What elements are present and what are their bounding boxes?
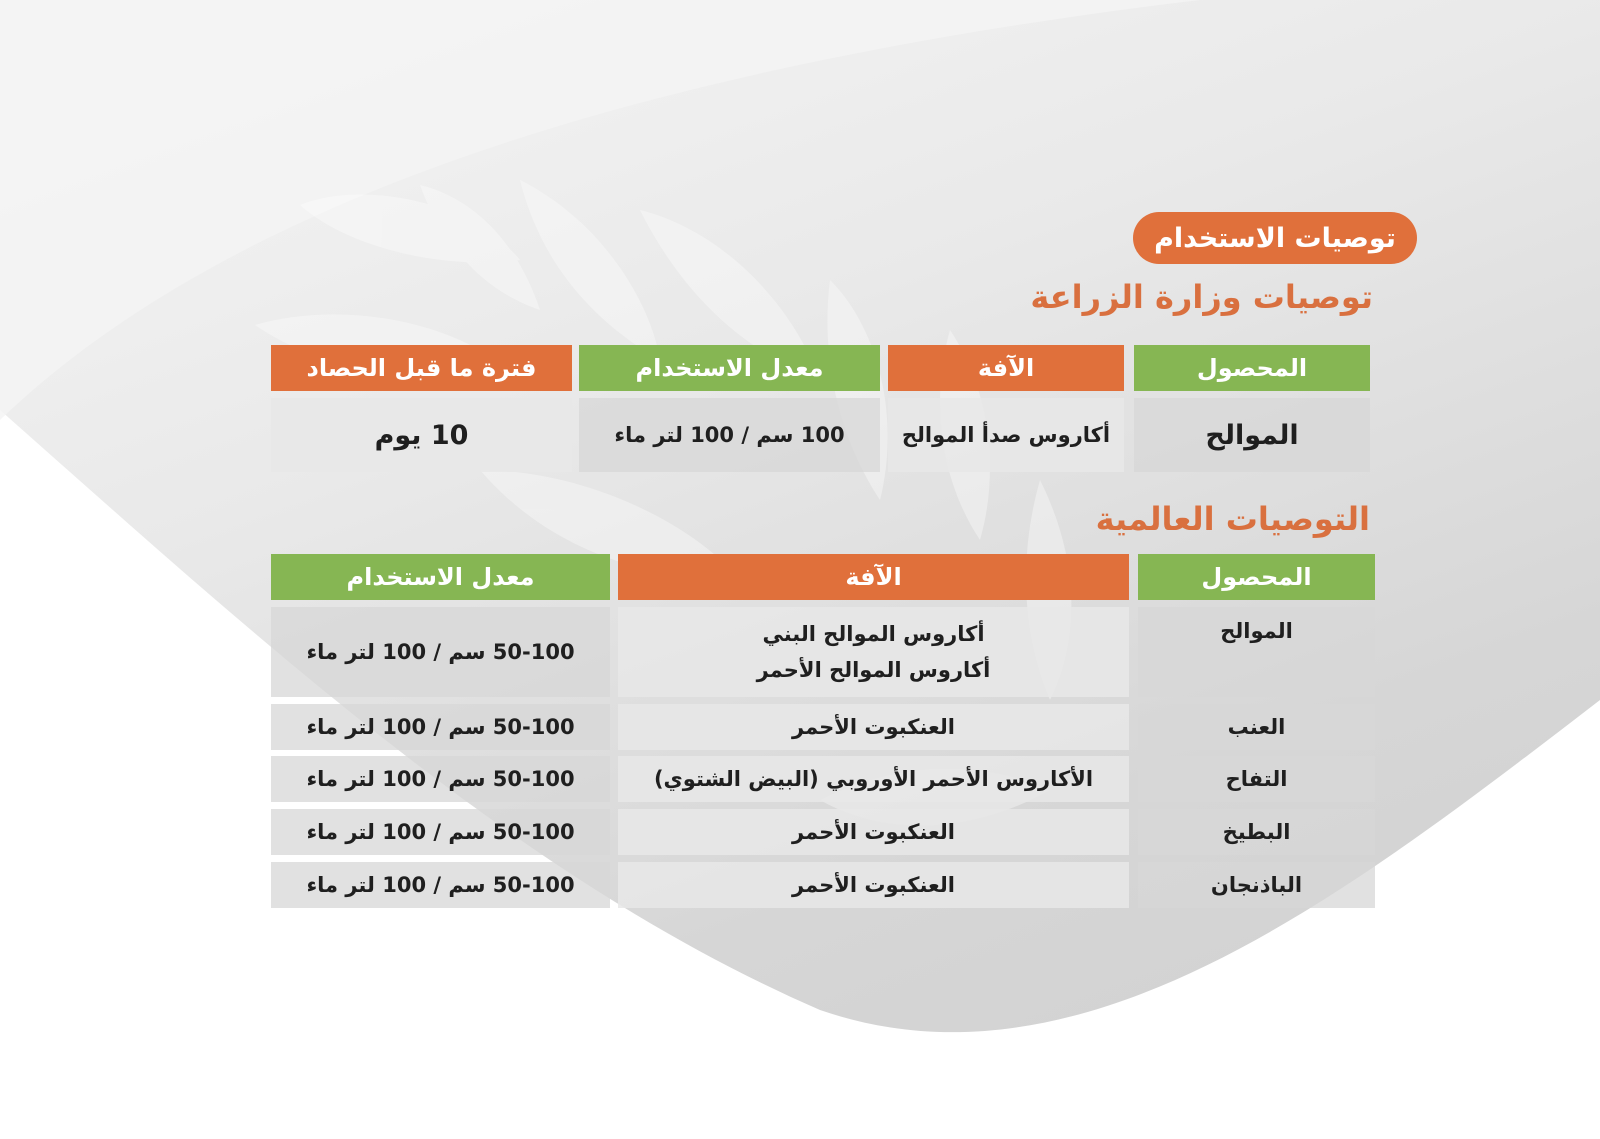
global-section-title: التوصيات العالمية (1095, 500, 1370, 538)
global-row-3-pest: الأكاروس الأحمر الأوروبي (البيض الشتوي) (618, 756, 1129, 802)
global-row-4-crop: البطيخ (1138, 809, 1375, 855)
ministry-cell-pest: أكاروس صدأ الموالح (888, 398, 1124, 472)
ministry-cell-crop: الموالح (1134, 398, 1370, 472)
ministry-cell-rate: 100 سم / 100 لتر ماء (579, 398, 880, 472)
ministry-header-rate: معدل الاستخدام (579, 345, 880, 391)
global-header-crop: المحصول (1138, 554, 1375, 600)
global-row-5-rate: 50-100 سم / 100 لتر ماء (271, 862, 610, 908)
global-row-4-rate: 50-100 سم / 100 لتر ماء (271, 809, 610, 855)
global-header-pest: الآفة (618, 554, 1129, 600)
global-row-1-pest-line-1: أكاروس الموالح البني (762, 622, 985, 646)
global-row-1-crop: الموالح (1138, 607, 1375, 697)
global-row-4-pest: العنكبوت الأحمر (618, 809, 1129, 855)
global-row-2-rate: 50-100 سم / 100 لتر ماء (271, 704, 610, 750)
ministry-header-crop: المحصول (1134, 345, 1370, 391)
global-header-rate: معدل الاستخدام (271, 554, 610, 600)
ministry-cell-phi: 10 يوم (271, 398, 572, 472)
ministry-header-pest: الآفة (888, 345, 1124, 391)
global-row-2-crop: العنب (1138, 704, 1375, 750)
global-row-5-crop: الباذنجان (1138, 862, 1375, 908)
global-row-3-crop: التفاح (1138, 756, 1375, 802)
usage-recommendations-badge: توصيات الاستخدام (1133, 212, 1417, 264)
global-row-1-rate: 50-100 سم / 100 لتر ماء (271, 607, 610, 697)
global-row-2-pest: العنكبوت الأحمر (618, 704, 1129, 750)
global-row-1-pest-line-2: أكاروس الموالح الأحمر (756, 658, 991, 682)
global-row-1-pest (618, 607, 1129, 697)
ministry-section-title: توصيات وزارة الزراعة (1030, 278, 1373, 316)
global-row-3-rate: 50-100 سم / 100 لتر ماء (271, 756, 610, 802)
ministry-header-phi: فترة ما قبل الحصاد (271, 345, 572, 391)
global-row-5-pest: العنكبوت الأحمر (618, 862, 1129, 908)
